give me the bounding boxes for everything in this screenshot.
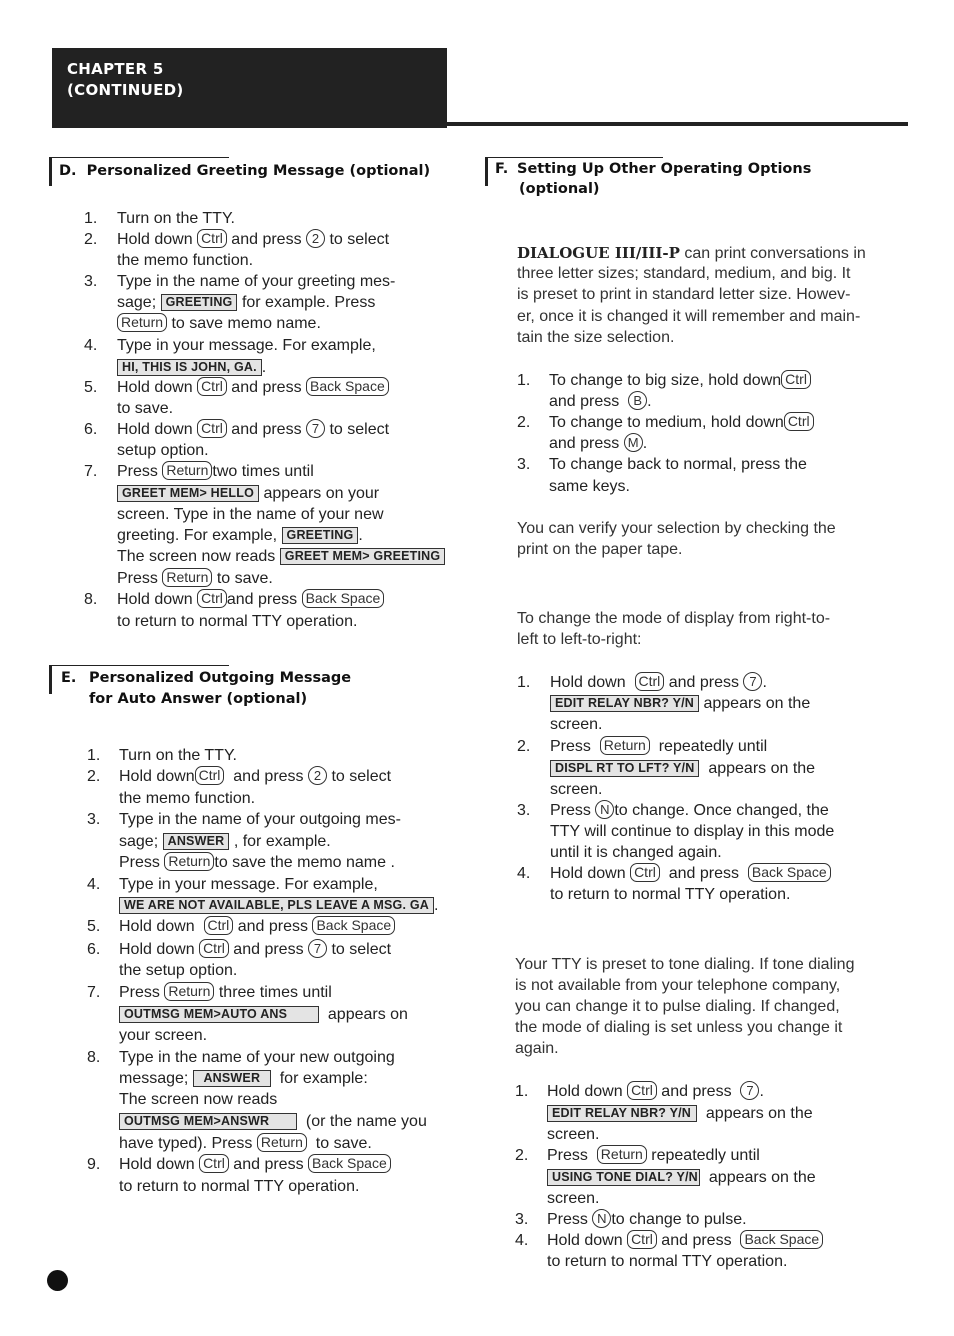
step-number: 4. bbox=[517, 865, 531, 882]
ctrl-key-icon: Ctrl bbox=[197, 229, 227, 248]
step-line bbox=[119, 982, 332, 1003]
step-text: Press bbox=[550, 802, 591, 819]
step-line bbox=[547, 1167, 816, 1188]
step-line bbox=[119, 766, 391, 787]
section-d-rule bbox=[49, 157, 229, 158]
step-line bbox=[117, 357, 266, 378]
step-number: 6. bbox=[84, 421, 98, 438]
intro-text: is preset to print in standard letter size. Howev- bbox=[517, 286, 851, 303]
step-text: Press bbox=[547, 1211, 588, 1228]
ctrl-key-icon: Ctrl bbox=[627, 1081, 657, 1100]
step-text: , for example. bbox=[233, 833, 331, 850]
step-line bbox=[547, 1081, 764, 1102]
step-text: appears on your bbox=[263, 485, 380, 502]
backspace-key-icon: Back Space bbox=[740, 1230, 823, 1249]
step-line bbox=[119, 1111, 427, 1132]
step-text: and press bbox=[661, 1083, 732, 1100]
step-text: To change back to normal, press the bbox=[549, 456, 807, 473]
step-text: until it is changed again. bbox=[550, 844, 722, 861]
display-readout: EDIT RELAY NBR? Y/N bbox=[550, 695, 699, 712]
section-f-bar bbox=[485, 157, 488, 186]
tone-intro-text: again. bbox=[515, 1040, 559, 1057]
ctrl-key-icon: Ctrl bbox=[635, 672, 665, 691]
step-line bbox=[547, 1103, 813, 1124]
step-line bbox=[549, 412, 814, 433]
step-line bbox=[119, 1154, 391, 1175]
step-line bbox=[117, 313, 321, 334]
step-text: the memo function. bbox=[119, 790, 256, 807]
step-text: Hold down bbox=[119, 1156, 195, 1173]
step-number: 2. bbox=[87, 768, 101, 785]
step-line bbox=[117, 229, 389, 250]
step-text: sage; bbox=[119, 833, 159, 850]
step-text: To change to medium, hold down bbox=[549, 414, 784, 431]
tone-intro-text: is not available from your telephone company, bbox=[515, 977, 841, 994]
return-key-icon: Return bbox=[164, 982, 214, 1001]
section-f-title-2: (optional) bbox=[519, 181, 600, 197]
step-text: Hold down bbox=[550, 865, 626, 882]
step-number: 7. bbox=[87, 984, 101, 1001]
step-text: for example: bbox=[279, 1070, 368, 1087]
display-readout: WE ARE NOT AVAILABLE, PLS LEAVE A MSG. GA bbox=[119, 897, 434, 914]
step-number: 8. bbox=[84, 591, 98, 608]
backspace-key-icon: Back Space bbox=[306, 377, 389, 396]
section-f-letter: F. bbox=[495, 161, 509, 177]
step-line bbox=[119, 831, 331, 852]
key-7-icon: 7 bbox=[306, 419, 325, 438]
display-readout: GREETING bbox=[282, 527, 359, 544]
step-line bbox=[549, 433, 647, 454]
step-text: To change to big size, hold down bbox=[549, 372, 782, 389]
step-text: Hold down bbox=[117, 379, 193, 396]
step-line bbox=[549, 370, 811, 391]
section-d-title: Personalized Greeting Message (optional) bbox=[86, 163, 431, 179]
key-n-icon: N bbox=[595, 800, 614, 819]
step-text: Hold down bbox=[547, 1232, 623, 1249]
key-7-icon: 7 bbox=[308, 939, 327, 958]
chapter-label: CHAPTER 5 bbox=[67, 60, 164, 78]
step-text: Press bbox=[117, 570, 158, 587]
step-number: 4. bbox=[515, 1232, 529, 1249]
product-name: DIALOGUE III/III-P bbox=[517, 244, 680, 262]
step-text: screen. bbox=[547, 1190, 600, 1207]
step-text: to return to normal TTY operation. bbox=[119, 1178, 360, 1195]
ctrl-key-icon: Ctrl bbox=[781, 370, 811, 389]
step-line bbox=[117, 483, 379, 504]
step-text: and press bbox=[549, 435, 620, 452]
step-text: repeatedly until bbox=[651, 1147, 760, 1164]
step-number: 9. bbox=[87, 1156, 101, 1173]
step-text: The screen now reads bbox=[119, 1091, 278, 1108]
step-number: 3. bbox=[515, 1211, 529, 1228]
step-text: Type in the name of your outgoing mes- bbox=[119, 811, 401, 828]
step-line bbox=[117, 568, 273, 589]
return-key-icon: Return bbox=[257, 1133, 307, 1152]
step-text: and press bbox=[233, 768, 304, 785]
display-readout: DISPL RT TO LFT? Y/N bbox=[550, 760, 699, 777]
step-text: . bbox=[759, 1083, 764, 1100]
step-text: and press bbox=[231, 231, 302, 248]
step-text: sage; bbox=[117, 294, 157, 311]
section-f-title: Setting Up Other Operating Options bbox=[517, 161, 812, 177]
step-text: to change to pulse. bbox=[611, 1211, 747, 1228]
step-text: Hold down bbox=[117, 231, 193, 248]
step-line bbox=[550, 693, 810, 714]
step-text: screen. bbox=[547, 1126, 600, 1143]
step-text: and press bbox=[549, 393, 620, 410]
step-line bbox=[550, 758, 815, 779]
backspace-key-icon: Back Space bbox=[308, 1154, 391, 1173]
step-line bbox=[549, 391, 652, 412]
step-text: the setup option. bbox=[119, 962, 238, 979]
step-text: appears on the bbox=[705, 1105, 813, 1122]
step-line bbox=[117, 419, 389, 440]
step-number: 3. bbox=[87, 811, 101, 828]
backspace-key-icon: Back Space bbox=[302, 589, 385, 608]
step-text: to return to normal TTY operation. bbox=[547, 1253, 788, 1270]
ctrl-key-icon: Ctrl bbox=[204, 916, 234, 935]
step-text: to save. bbox=[117, 400, 174, 417]
step-number: 2. bbox=[515, 1147, 529, 1164]
step-text: and press bbox=[237, 918, 308, 935]
step-text: appears on bbox=[327, 1006, 408, 1023]
step-text: to select bbox=[329, 231, 390, 248]
return-key-icon: Return bbox=[162, 568, 212, 587]
ctrl-key-icon: Ctrl bbox=[197, 589, 227, 608]
section-e-letter: E. bbox=[61, 670, 77, 686]
step-number: 1. bbox=[87, 747, 101, 764]
verify-text: You can verify your selection by checking the bbox=[517, 520, 836, 537]
display-readout: ANSWER bbox=[193, 1070, 271, 1087]
ctrl-key-icon: Ctrl bbox=[197, 419, 227, 438]
display-readout: OUTMSG MEM>AUTO ANS bbox=[119, 1006, 319, 1023]
section-d-letter: D. bbox=[59, 163, 77, 179]
intro-line bbox=[517, 243, 866, 264]
step-text: to return to normal TTY operation. bbox=[117, 613, 358, 630]
step-number: 1. bbox=[517, 372, 531, 389]
step-text: . bbox=[642, 435, 648, 452]
step-text: TTY will continue to display in this mode bbox=[550, 823, 835, 840]
step-text: Hold down bbox=[117, 591, 193, 608]
intro-text: er, once it is changed it will remember and main- bbox=[517, 308, 861, 325]
tone-intro-text: the mode of dialing is set unless you change it bbox=[515, 1019, 843, 1036]
step-text: appears on the bbox=[708, 760, 816, 777]
step-text: to save the memo name . bbox=[214, 854, 395, 871]
step-text: to save. bbox=[216, 570, 273, 587]
step-text: and press bbox=[231, 421, 302, 438]
step-text: and press bbox=[661, 1232, 732, 1249]
step-line bbox=[550, 863, 831, 884]
step-text: Hold down bbox=[119, 768, 195, 785]
step-text: screen. bbox=[550, 781, 603, 798]
step-number: 3. bbox=[517, 802, 531, 819]
step-text: Press bbox=[550, 738, 591, 755]
chapter-continued: (CONTINUED) bbox=[67, 81, 184, 99]
step-text: appears on the bbox=[708, 1169, 816, 1186]
step-text: setup option. bbox=[117, 442, 209, 459]
intro-text: can print conversations in bbox=[684, 245, 866, 262]
step-text: Turn on the TTY. bbox=[117, 210, 235, 227]
step-text: two times until bbox=[212, 463, 314, 480]
step-text: Hold down bbox=[119, 918, 195, 935]
step-number: 7. bbox=[84, 463, 98, 480]
step-text: to save memo name. bbox=[171, 315, 321, 332]
step-text: screen. bbox=[550, 716, 603, 733]
tone-intro-text: Your TTY is preset to tone dialing. If tone dialing bbox=[515, 956, 855, 973]
step-line bbox=[119, 895, 438, 916]
step-line bbox=[550, 672, 767, 693]
step-line bbox=[550, 736, 767, 757]
ctrl-key-icon: Ctrl bbox=[199, 1154, 229, 1173]
step-line bbox=[119, 916, 395, 937]
step-text: Press bbox=[119, 984, 160, 1001]
step-text: Hold down bbox=[550, 674, 626, 691]
step-number: 4. bbox=[87, 876, 101, 893]
step-line bbox=[119, 1133, 372, 1154]
key-7-icon: 7 bbox=[743, 672, 762, 691]
ctrl-key-icon: Ctrl bbox=[784, 412, 814, 431]
key-7-icon: 7 bbox=[740, 1081, 759, 1100]
display-readout: EDIT RELAY NBR? Y/N bbox=[547, 1105, 697, 1122]
step-line bbox=[117, 546, 445, 567]
step-text: greeting. For example, bbox=[117, 527, 278, 544]
step-text: screen. Type in the name of your new bbox=[117, 506, 384, 523]
ctrl-key-icon: Ctrl bbox=[197, 377, 227, 396]
ctrl-key-icon: Ctrl bbox=[195, 766, 225, 785]
step-line bbox=[547, 1230, 823, 1251]
backspace-key-icon: Back Space bbox=[748, 863, 831, 882]
step-text: repeatedly until bbox=[658, 738, 768, 755]
step-text: and press bbox=[231, 379, 302, 396]
header-rule bbox=[447, 122, 908, 126]
section-e-bar bbox=[49, 665, 52, 694]
step-text: your screen. bbox=[119, 1027, 208, 1044]
ctrl-key-icon: Ctrl bbox=[199, 939, 229, 958]
step-text: Type in your message. For example, bbox=[117, 337, 376, 354]
step-text: Press bbox=[117, 463, 158, 480]
step-number: 2. bbox=[84, 231, 98, 248]
step-text: to save. bbox=[315, 1135, 372, 1152]
step-line bbox=[119, 939, 391, 960]
step-line bbox=[119, 852, 395, 873]
backspace-key-icon: Back Space bbox=[312, 916, 395, 935]
display-readout: GREET MEM> HELLO bbox=[117, 485, 259, 502]
return-key-icon: Return bbox=[162, 461, 212, 480]
key-2-icon: 2 bbox=[306, 229, 325, 248]
step-line bbox=[117, 589, 384, 610]
step-text: Hold down bbox=[547, 1083, 623, 1100]
return-key-icon: Return bbox=[164, 852, 214, 871]
step-number: 1. bbox=[84, 210, 98, 227]
tone-intro-text: you can change it to pulse dialing. If changed, bbox=[515, 998, 840, 1015]
display-readout: ANSWER bbox=[163, 833, 230, 850]
display-readout: GREET MEM> GREETING bbox=[280, 548, 446, 565]
step-line bbox=[119, 1068, 368, 1089]
step-text: message; bbox=[119, 1070, 189, 1087]
section-d-bar bbox=[49, 157, 52, 186]
display-readout: USING TONE DIAL? Y/N bbox=[547, 1169, 700, 1186]
step-text: Type in the name of your greeting mes- bbox=[117, 273, 396, 290]
step-text: to select bbox=[331, 768, 392, 785]
step-text: have typed). Press bbox=[119, 1135, 253, 1152]
step-text: . bbox=[261, 359, 267, 376]
step-text: the memo function. bbox=[117, 252, 254, 269]
step-line bbox=[547, 1145, 760, 1166]
step-text: Type in your message. For example, bbox=[119, 876, 378, 893]
ctrl-key-icon: Ctrl bbox=[627, 1230, 657, 1249]
step-number: 3. bbox=[517, 456, 531, 473]
step-text: . bbox=[647, 393, 652, 410]
section-d-heading bbox=[59, 161, 430, 182]
section-f-rule bbox=[485, 157, 663, 158]
step-text: and press bbox=[233, 1156, 304, 1173]
step-text: (or the name you bbox=[305, 1113, 427, 1130]
section-e-title: Personalized Outgoing Message bbox=[89, 670, 352, 686]
mode-intro-text: left to left-to-right: bbox=[517, 631, 642, 648]
display-readout: OUTMSG MEM>ANSWR bbox=[119, 1113, 297, 1130]
step-text: Press bbox=[119, 854, 160, 871]
step-text: Hold down bbox=[119, 941, 195, 958]
step-number: 5. bbox=[87, 918, 101, 935]
mode-intro-text: To change the mode of display from right-to- bbox=[517, 610, 831, 627]
section-e-title-2: for Auto Answer (optional) bbox=[89, 691, 308, 707]
step-line bbox=[119, 1004, 408, 1025]
step-line bbox=[117, 292, 375, 313]
intro-text: three letter sizes; standard, medium, and big. It bbox=[517, 265, 851, 282]
step-line bbox=[547, 1209, 747, 1230]
intro-text: tain the size selection. bbox=[517, 329, 675, 346]
display-readout: HI, THIS IS JOHN, GA. bbox=[117, 359, 262, 376]
section-e-rule bbox=[49, 665, 229, 666]
step-number: 5. bbox=[84, 379, 98, 396]
step-text: Type in the name of your new outgoing bbox=[119, 1049, 395, 1066]
step-text: to select bbox=[331, 941, 392, 958]
step-text: Press bbox=[547, 1147, 588, 1164]
ctrl-key-icon: Ctrl bbox=[630, 863, 660, 882]
step-line bbox=[550, 800, 829, 821]
return-key-icon: Return bbox=[117, 313, 167, 332]
step-number: 8. bbox=[87, 1049, 101, 1066]
step-line bbox=[117, 525, 363, 546]
key-2-icon: 2 bbox=[308, 766, 327, 785]
step-text: same keys. bbox=[549, 478, 630, 495]
step-text: three times until bbox=[218, 984, 332, 1001]
step-number: 1. bbox=[517, 674, 531, 691]
return-key-icon: Return bbox=[597, 1145, 647, 1164]
key-m-icon: M bbox=[624, 433, 643, 452]
step-text: . bbox=[358, 527, 363, 544]
step-text: to return to normal TTY operation. bbox=[550, 886, 791, 903]
step-text: to change. Once changed, the bbox=[614, 802, 829, 819]
step-text: appears on the bbox=[703, 695, 811, 712]
step-number: 2. bbox=[517, 414, 531, 431]
step-line bbox=[117, 461, 314, 482]
step-text: and press bbox=[668, 865, 739, 882]
step-text: and press bbox=[226, 591, 298, 608]
step-text: The screen now reads bbox=[117, 548, 276, 565]
step-number: 4. bbox=[84, 337, 98, 354]
step-text: Turn on the TTY. bbox=[119, 747, 237, 764]
step-number: 6. bbox=[87, 941, 101, 958]
step-text: . bbox=[762, 674, 767, 691]
step-number: 2. bbox=[517, 738, 531, 755]
step-text: Hold down bbox=[117, 421, 193, 438]
step-number: 1. bbox=[515, 1083, 529, 1100]
return-key-icon: Return bbox=[600, 736, 650, 755]
step-line bbox=[117, 377, 389, 398]
verify-text: print on the paper tape. bbox=[517, 541, 683, 558]
step-text: for example. Press bbox=[241, 294, 376, 311]
display-readout: GREETING bbox=[161, 294, 238, 311]
step-number: 3. bbox=[84, 273, 98, 290]
page-marker-dot bbox=[47, 1270, 68, 1291]
step-text: and press bbox=[668, 674, 739, 691]
chapter-header bbox=[52, 48, 447, 128]
key-n-icon: N bbox=[592, 1209, 611, 1228]
step-text: . bbox=[433, 897, 439, 914]
step-text: and press bbox=[233, 941, 304, 958]
key-b-icon: B bbox=[628, 391, 647, 410]
step-text: to select bbox=[329, 421, 390, 438]
